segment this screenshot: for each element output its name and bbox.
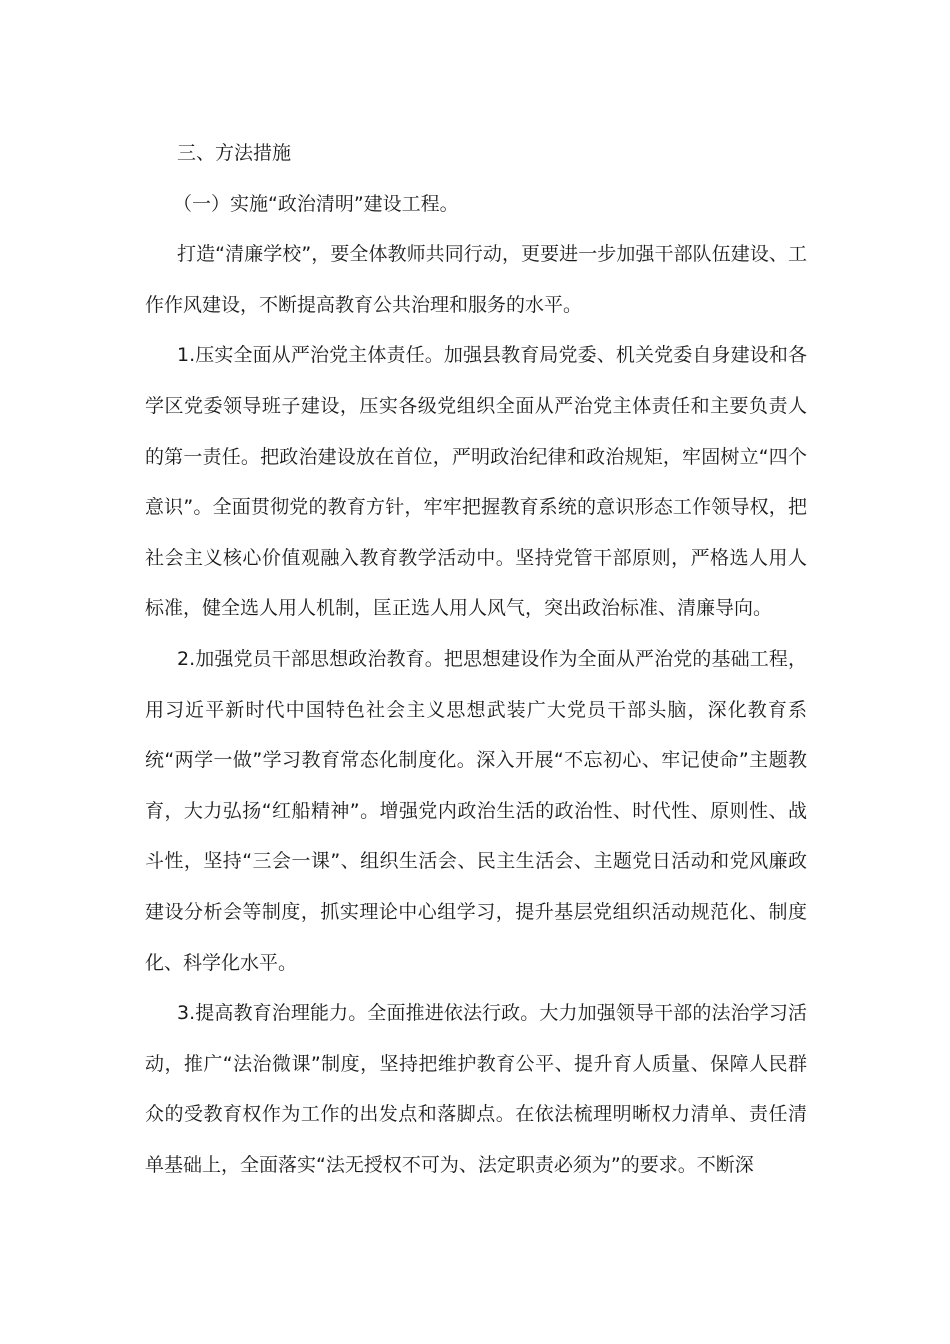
section-heading: 三、方法措施: [177, 142, 292, 164]
paragraph-item-1: 1.压实全面从严治党主体责任。加强县教育局党委、机关党委自身建设和各学区党委领导班子建设，压实各级党组织全面从严治党主体责任和主要负责人的第一责任。把政治建设放在首位，严明政治纪律和政治规矩，牢固树立“四个意识”。全面贯彻党的教育方针，牢牢把握教育系统的意识形态工作领导权，把社会主义核心价值观融入教育教学活动中。坚持党管干部原则，严格选人用人标准，健全选人用人机制，匡正选人用人风气，突出政治标准、清廉导向。: [145, 344, 807, 620]
subsection-heading: （一）实施“政治清明”建设工程。: [173, 192, 459, 215]
document-body: [145, 128, 807, 1190]
paragraph-item-2: 2.加强党员干部思想政治教育。把思想建设作为全面从严治党的基础工程，用习近平新时代中国特色社会主义思想武装广大党员干部头脑，深化教育系统“两学一做”学习教育常态化制度化。深入开展“不忘初心、牢记使命”主题教育，大力弘扬“红船精神”。增强党内政治生活的政治性、时代性、原则性、战斗性，坚持“三会一课”、组织生活会、民主生活会、主题党日活动和党风廉政建设分析会等制度，抓实理论中心组学习，提升基层党组织活动规范化、制度化、科学化水平。: [145, 647, 807, 974]
paragraph-item-3: 3.提高教育治理能力。全面推进依法行政。大力加强领导干部的法治学习活动，推广“法治微课”制度，坚持把维护教育公平、提升育人质量、保障人民群众的受教育权作为工作的出发点和落脚点。在依法梳理明晰权力清单、责任清单基础上，全面落实“法无授权不可为、法定职责必须为”的要求。不断深: [145, 1002, 807, 1176]
paragraph-intro: 打造“清廉学校”，要全体教师共同行动，更要进一步加强干部队伍建设、工作作风建设，不断提高教育公共治理和服务的水平。: [145, 243, 807, 316]
